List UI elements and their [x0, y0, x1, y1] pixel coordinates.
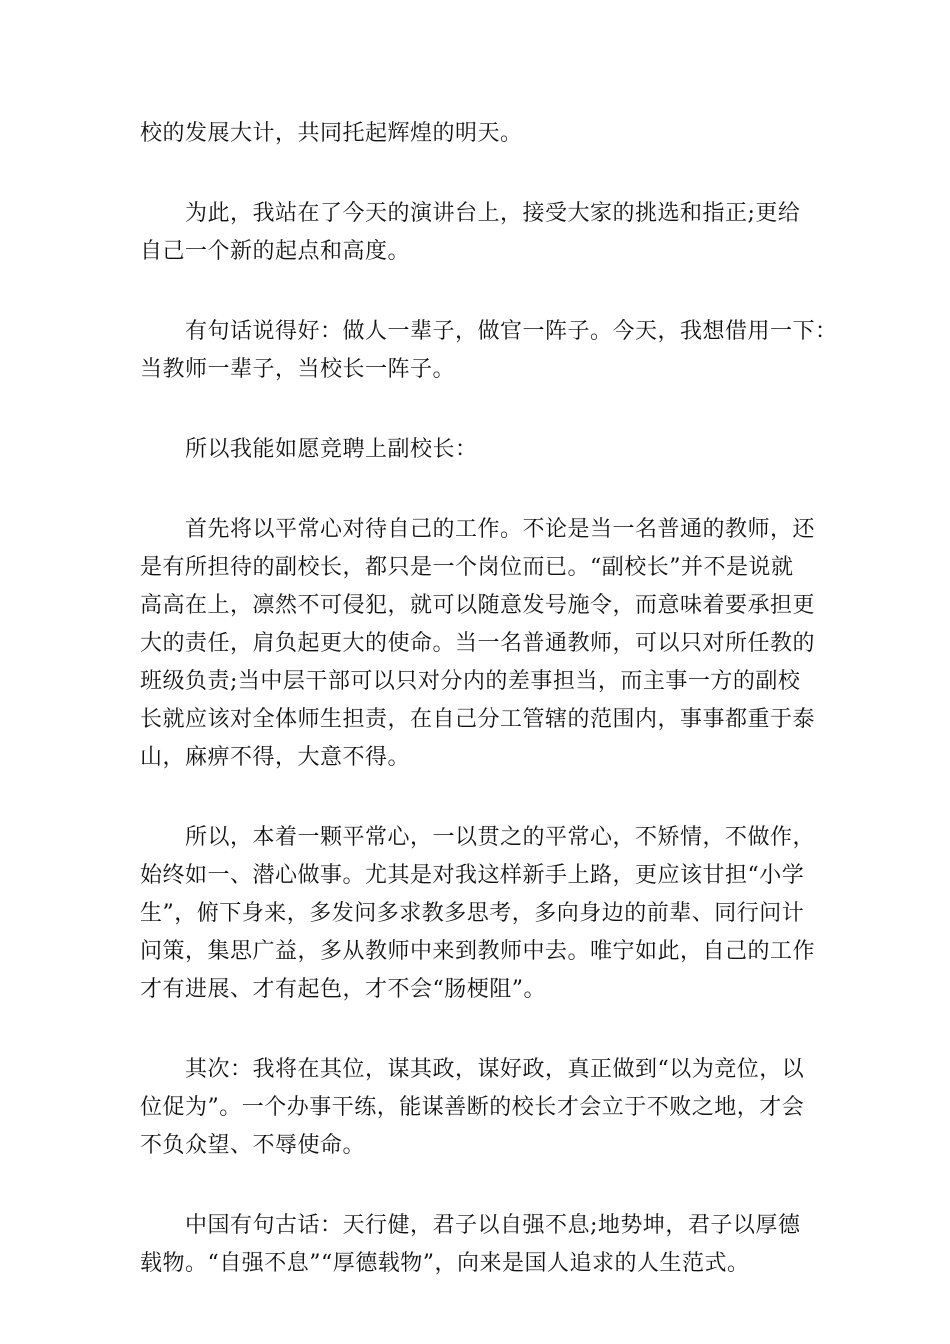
text-line: 班级负责;当中层干部可以只对分内的差事担当，而主事一方的副校 — [140, 669, 801, 694]
text-line: 有句话说得好：做人一辈子，做官一阵子。今天，我想借用一下： — [185, 319, 838, 344]
text-line: 所以我能如愿竞聘上副校长： — [185, 437, 478, 462]
text-line: 是有所担待的副校长，都只是一个岗位而已。“副校长”并不是说就 — [140, 555, 794, 580]
paragraph — [140, 431, 815, 469]
text-line: 位促为”。一个办事干练，能谋善断的校长才会立于不败之地，才会 — [140, 1095, 805, 1120]
paragraph — [140, 1207, 815, 1283]
text-line: 高高在上，凛然不可侵犯，就可以随意发号施令，而意味着要承担更 — [140, 593, 816, 618]
text-line: 始终如一、潜心做事。尤其是对我这样新手上路，更应该甘担“小学 — [140, 863, 805, 888]
text-line: 其次：我将在其位，谋其政，谋好政，真正做到“以为竞位，以 — [185, 1057, 805, 1082]
text-line: 长就应该对全体师生担责，在自己分工管辖的范围内，事事都重于泰 — [140, 707, 816, 732]
text-line: 不负众望、不辱使命。 — [140, 1133, 366, 1158]
text-line: 大的责任，肩负起更大的使命。当一名普通教师，可以只对所任教的 — [140, 631, 816, 656]
text-line: 为此，我站在了今天的演讲台上，接受大家的挑选和指正;更给 — [185, 201, 801, 226]
paragraph — [140, 819, 815, 1009]
text-line: 才有进展、才有起色，才不会“肠梗阻”。 — [140, 977, 546, 1002]
text-line: 山，麻痹不得，大意不得。 — [140, 745, 411, 770]
text-line: 所以，本着一颗平常心，一以贯之的平常心，不矫情，不做作， — [185, 825, 816, 850]
document-body — [140, 115, 838, 1325]
text-line: 载物。“自强不息”“厚德载物”，向来是国人追求的人生范式。 — [140, 1251, 750, 1276]
text-line: 中国有句古话：天行健，君子以自强不息;地势坤，君子以厚德 — [185, 1213, 801, 1238]
text-line: 首先将以平常心对待自己的工作。不论是当一名普通的教师，还 — [185, 517, 816, 542]
text-line: 校的发展大计，共同托起辉煌的明天。 — [140, 121, 523, 146]
text-line: 生”，俯下身来，多发问多求教多思考，多向身边的前辈、同行问计 — [140, 901, 805, 926]
paragraph — [140, 115, 815, 153]
text-line: 问策，集思广益，多从教师中来到教师中去。唯宁如此，自己的工作 — [140, 939, 816, 964]
text-line: 当教师一辈子，当校长一阵子。 — [140, 357, 456, 382]
paragraph — [140, 195, 815, 271]
paragraph — [140, 511, 815, 777]
text-line: 自己一个新的起点和高度。 — [140, 239, 411, 264]
paragraph — [140, 313, 838, 389]
paragraph — [140, 1051, 815, 1165]
